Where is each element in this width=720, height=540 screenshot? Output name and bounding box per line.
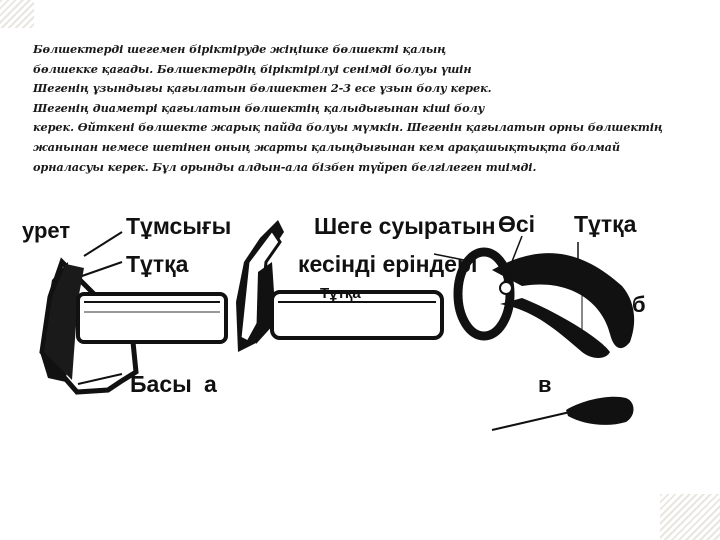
label-tutka-left: Тұтқа [126,251,189,277]
tools-illustration [22,202,669,454]
corner-decoration-bottom-right [660,494,720,540]
paragraph-line: бөлшекке қағады. Бөлшектердің біріктірілуі сенімді болуы үшін [33,61,472,76]
label-basy: Басы [130,371,192,397]
label-osi: Өсі [498,211,536,237]
label-v: в [538,372,552,397]
pincers-axis [500,282,512,294]
pincers-b [458,252,634,358]
paragraph-line: Бөлшектерді шегемен біріктіруде жіңішке бөлшекті қалың [33,42,447,56]
body-paragraph [33,40,693,177]
awl-v [492,397,634,430]
label-shege-line2: кесінді еріндері [298,251,478,277]
paragraph-line: Шегенің ұзындығы қағылатын бөлшектен 2-3 есе ұзын болу керек. [33,81,492,96]
paragraph-line: жанынан немесе шетінен оның жарты қалыңдығынан кем арақашықтықта болмай [33,139,620,154]
pincers-lower-handle [500,298,610,358]
label-tutka-small: Тұтқа [320,285,361,302]
label-ret: урет [22,218,71,243]
label-a: а [204,371,217,397]
label-tumsygy: Тұмсығы [126,213,232,239]
corner-decoration-top-left [0,0,34,28]
paragraph-line: керек. Өйткені бөлшекте жарық пайда болуы мүмкін. Шегенін қағылатын орны бөлшектің [33,120,663,135]
paragraph-line: орналасуы керек. Бұл орынды алдын-ала бізбен түйреп белгілеген тиімді. [33,159,537,174]
tools-drawing [22,202,669,454]
label-b: б [632,292,646,317]
label-tutka-right: Тұтқа [574,211,637,237]
paragraph-line: Шегенің диаметрі қағылатын бөлшектің қалыдығынан кіші болу [33,100,485,115]
awl-handle [566,397,634,425]
label-shege-line1: Шеге суыратын [314,213,496,239]
